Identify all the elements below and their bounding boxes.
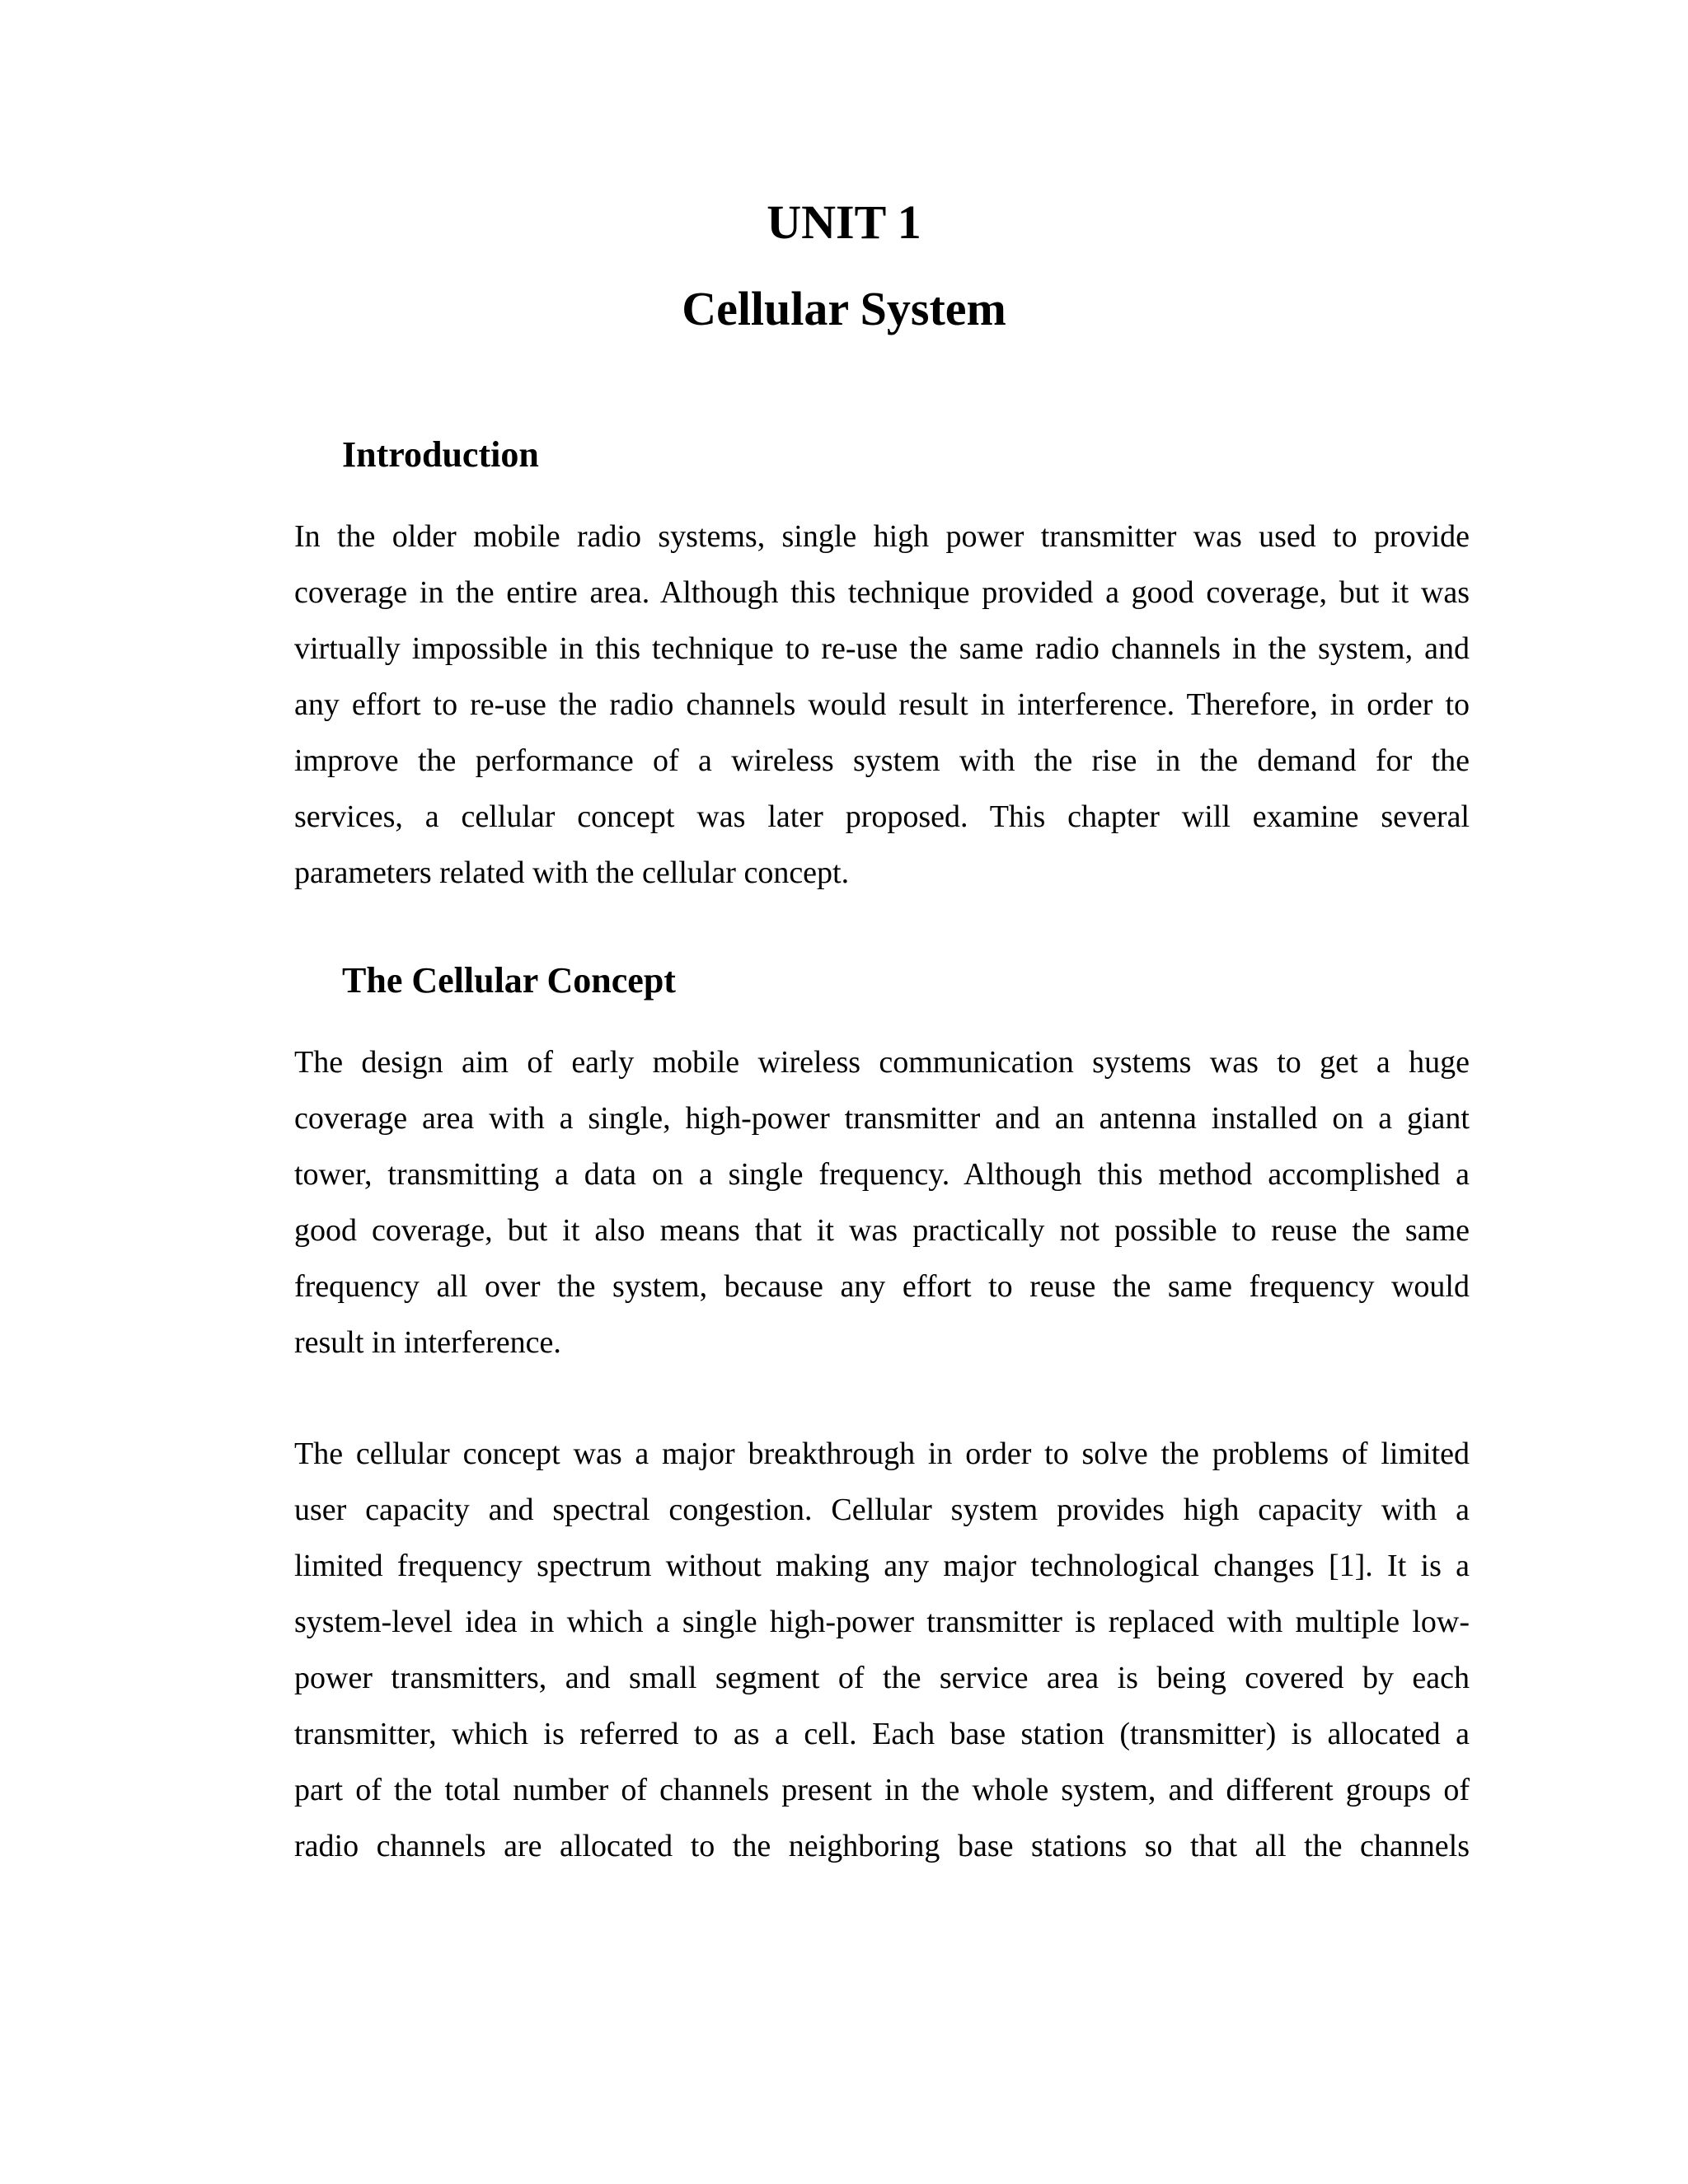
text-line: coverage in the entire area. Although this technique provided a good coverage, but it was — [294, 575, 1470, 610]
text-line: limited frequency spectrum without making any major technological changes [1]. It is a — [294, 1549, 1470, 1583]
section-heading-cellular-concept: The Cellular Concept — [342, 960, 676, 1001]
text-line: system-level idea in which a single high-power transmitter is replaced with multiple low- — [294, 1605, 1470, 1639]
chapter-title: Cellular System — [682, 282, 1006, 335]
cellular-concept-paragraph-1 — [294, 1034, 1470, 1371]
text-line: coverage area with a single, high-power transmitter and an antenna installed on a giant — [294, 1101, 1470, 1136]
text-line: parameters related with the cellular concept. — [294, 855, 850, 890]
introduction-paragraph — [294, 509, 1470, 901]
text-line: tower, transmitting a data on a single frequency. Although this method accomplished a — [294, 1157, 1470, 1192]
text-line: part of the total number of channels present in the whole system, and different groups of — [294, 1773, 1470, 1807]
unit-title: UNIT 1 — [767, 195, 921, 249]
text-line: virtually impossible in this technique to re-use the same radio channels in the system, and — [294, 631, 1470, 666]
text-line: services, a cellular concept was later proposed. This chapter will examine several — [294, 799, 1470, 834]
text-line: radio channels are allocated to the neighboring base stations so that all the channels — [294, 1829, 1470, 1863]
cellular-concept-paragraph-2 — [294, 1426, 1470, 1874]
text-line: The design aim of early mobile wireless communication systems was to get a huge — [294, 1045, 1470, 1080]
text-line: user capacity and spectral congestion. Cellular system provides high capacity with a — [294, 1493, 1470, 1527]
text-line: improve the performance of a wireless system with the rise in the demand for the — [294, 743, 1470, 778]
text-line: transmitter, which is referred to as a cell. Each base station (transmitter) is allocated a — [294, 1717, 1470, 1751]
text-line: any effort to re-use the radio channels would result in interference. Therefore, in order to — [294, 687, 1470, 722]
section-heading-introduction: Introduction — [342, 434, 539, 475]
text-line: good coverage, but it also means that it was practically not possible to reuse the same — [294, 1213, 1470, 1248]
text-line: frequency all over the system, because any effort to reuse the same frequency would — [294, 1269, 1470, 1304]
text-line: result in interference. — [294, 1325, 561, 1360]
text-line: power transmitters, and small segment of the service area is being covered by each — [294, 1661, 1470, 1695]
text-line: In the older mobile radio systems, single high power transmitter was used to provide — [294, 519, 1470, 554]
text-line: The cellular concept was a major breakthrough in order to solve the problems of limited — [294, 1436, 1470, 1471]
